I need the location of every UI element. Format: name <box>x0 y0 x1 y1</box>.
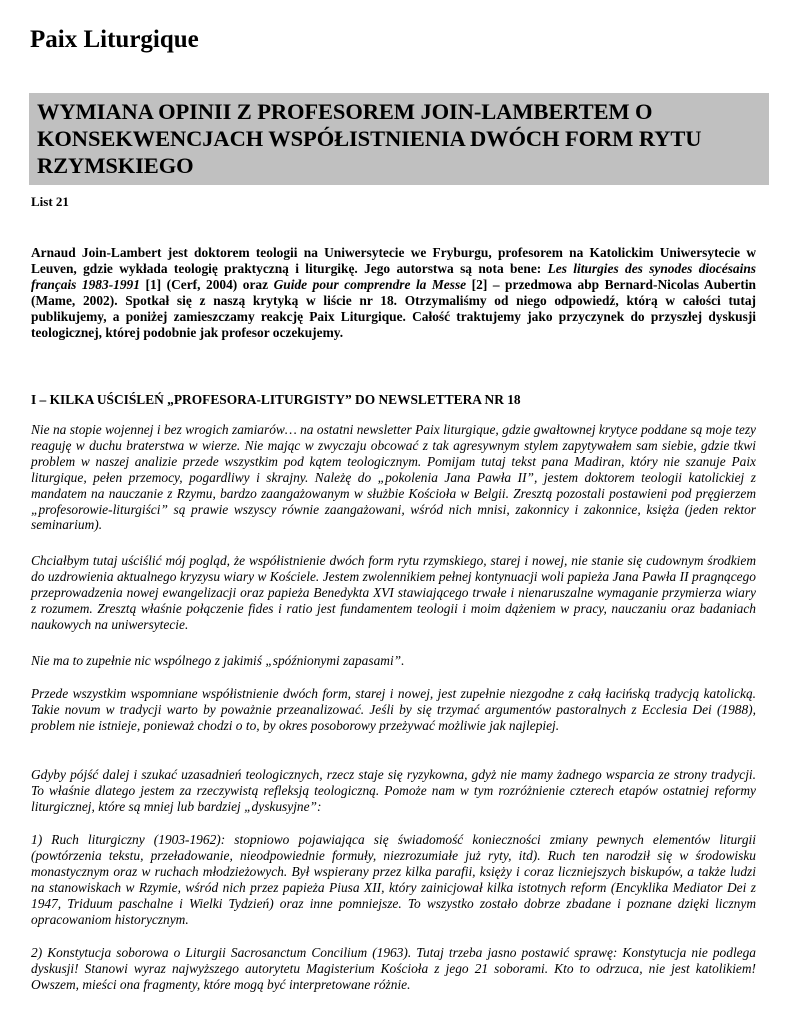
body-paragraph: 2) Konstytucja soborowa o Liturgii Sacrosanctum Concilium (1963). Tutaj trzeba jasno postawić sprawę: Konstytucja nie podlega dyskusji! Stanowi wyraz najwyższego autorytetu Magisterium Kościoła z jego 21 soborami. Kto to odrzuca, nie jest katolikiem! Owszem, mieści ona fragmenty, które mogą być interpretowane różnie. <box>31 945 756 992</box>
intro-text: Arnaud Join-Lambert jest doktorem teologii na Uniwersytecie we Fryburgu, profesorem na Katolickim Uniwersytecie w Leuven, gdzie wykłada teologię praktyczną i liturgikę. Jego autorstwa są nota bene: <box>31 245 756 276</box>
body-paragraph: 1) Ruch liturgiczny (1903-1962): stopniowo pojawiająca się świadomość konieczności zmiany pewnych elementów liturgii (powtórzenia tekstu, przeładowanie, nieodpowiednie formuły, niezrozumiałe już ryty, itd). Ruch ten narodził się w środowisku monastycznym oraz w ruchach młodzieżowych. Był wspierany przez kilka parafii, księży i coraz liczniejszych biskupów, a także ludzi na stanowiskach w Rzymie, wśród nich przez papieża Piusa XII, który zainicjował kilka istotnych reform (Encyklika Mediator Dei z 1947, Triduum paschalne i Wielki Tydzień) oraz inne pomniejsze. To wszystko zostało dobrze zbadane i poznane dzięki licznym opracowaniom historycznym. <box>31 832 756 927</box>
body-paragraph: Nie na stopie wojennej i bez wrogich zamiarów… na ostatni newsletter Paix liturgique, gdzie gwałtownej krytyce poddane są moje tezy reaguję w duchu braterstwa w wierze. Nie mając w zwyczaju obcować z tak agresywnym stylem zapytywałem sam siebie, gdzie tkwi problem w naszej analizie przede wszystkim pod kątem teologicznym. Pomijam tutaj tekst pana Madiran, który nie szanuje Paix liturgique, pełen przemocy, pogardliwy i skrajny. Należę do „pokolenia Jana Pawła II”, jestem doktorem teologii katolickiej z mandatem na nauczanie z Rzymu, bardzo zaangażowanym w służbie Kościoła w Belgii. Zresztą pozostali postawieni pod pręgierzem „profesorowie-liturgiści” są prawie wszyscy równie zaangażowani, wśród nich mnisi, zakonnicy i zakonnice, księża (jeden rektor seminarium). <box>31 422 756 533</box>
intro-paragraph <box>31 245 756 340</box>
intro-text: [2] – przedmowa abp Bernard-Nicolas Aubertin (Mame, 2002). Spotkał się z naszą krytyką w liście nr 18. Otrzymaliśmy od niego odpowiedź, którą w całości tutaj publikujemy, a poniżej zamieszczamy reakcję Paix Liturgique. Całość traktujemy jako przyczynek do przyszłej dyskusji teologicznej, której podobnie jak profesor oczekujemy. <box>31 276 756 340</box>
site-title: Paix Liturgique <box>30 26 199 53</box>
section-heading: I – KILKA UŚCIŚLEŃ „PROFESORA-LITURGISTY” DO NEWSLETTERA NR 18 <box>31 392 521 407</box>
article-title: WYMIANA OPINII Z PROFESOREM JOIN-LAMBERTEM O KONSEKWENCJACH WSPÓŁISTNIENIA DWÓCH FORM RYTU RZYMSKIEGO <box>37 99 702 178</box>
body-paragraph: Chciałbym tutaj uściślić mój pogląd, że współistnienie dwóch form rytu rzymskiego, starej i nowej, nie stanie się cudownym środkiem do uzdrowienia aktualnego kryzysu wiary w Kościele. Jestem zwolennikiem pełnej kontynuacji woli papieża Jana Pawła II pragnącego przeprowadzenia nowej ewangelizacji oraz papieża Benedykta XVI stawiającego trwałe i nienaruszalne wymaganie przymierza wiary z rozumem. Zresztą właśnie połączenie fides i ratio jest fundamentem teologii i moim dążeniem w pracy, nauczaniu oraz badaniach naukowych na uniwersytecie. <box>31 553 756 632</box>
title-banner <box>29 93 769 185</box>
list-number: List 21 <box>31 194 69 209</box>
body-paragraph: Nie ma to zupełnie nic wspólnego z jakimiś „spóźnionymi zapasami”. <box>31 653 405 668</box>
body-paragraph: Przede wszystkim wspomniane współistnienie dwóch form, starej i nowej, jest zupełnie niezgodne z całą łacińską tradycją katolicką. Takie novum w tradycji warto by poważnie przeanalizować. Jeśli by się trzymać argumentów pastoralnych z Ecclesia Dei (1988), problem nie istnieje, ponieważ chodzi o to, by okres posoborowy przeżywać możliwie jak najlepiej. <box>31 686 756 733</box>
intro-book-title-1: Les liturgies des synodes diocésains français 1983-1991 <box>31 260 756 292</box>
intro-book-title-2: Guide pour comprendre la Messe <box>273 276 467 292</box>
body-paragraph: Gdyby pójść dalej i szukać uzasadnień teologicznych, rzecz staje się ryzykowna, gdyż nie mamy żadnego wsparcia ze strony tradycji. To właśnie dlatego jestem za rzeczywistą refleksją teologiczną. Pomoże nam w tym rozróżnienie czterech etapów ostatniej reformy liturgicznej, które są mniej lub bardziej „dyskusyjne”: <box>31 767 756 814</box>
intro-text: [1] (Cerf, 2004) oraz <box>139 276 274 292</box>
